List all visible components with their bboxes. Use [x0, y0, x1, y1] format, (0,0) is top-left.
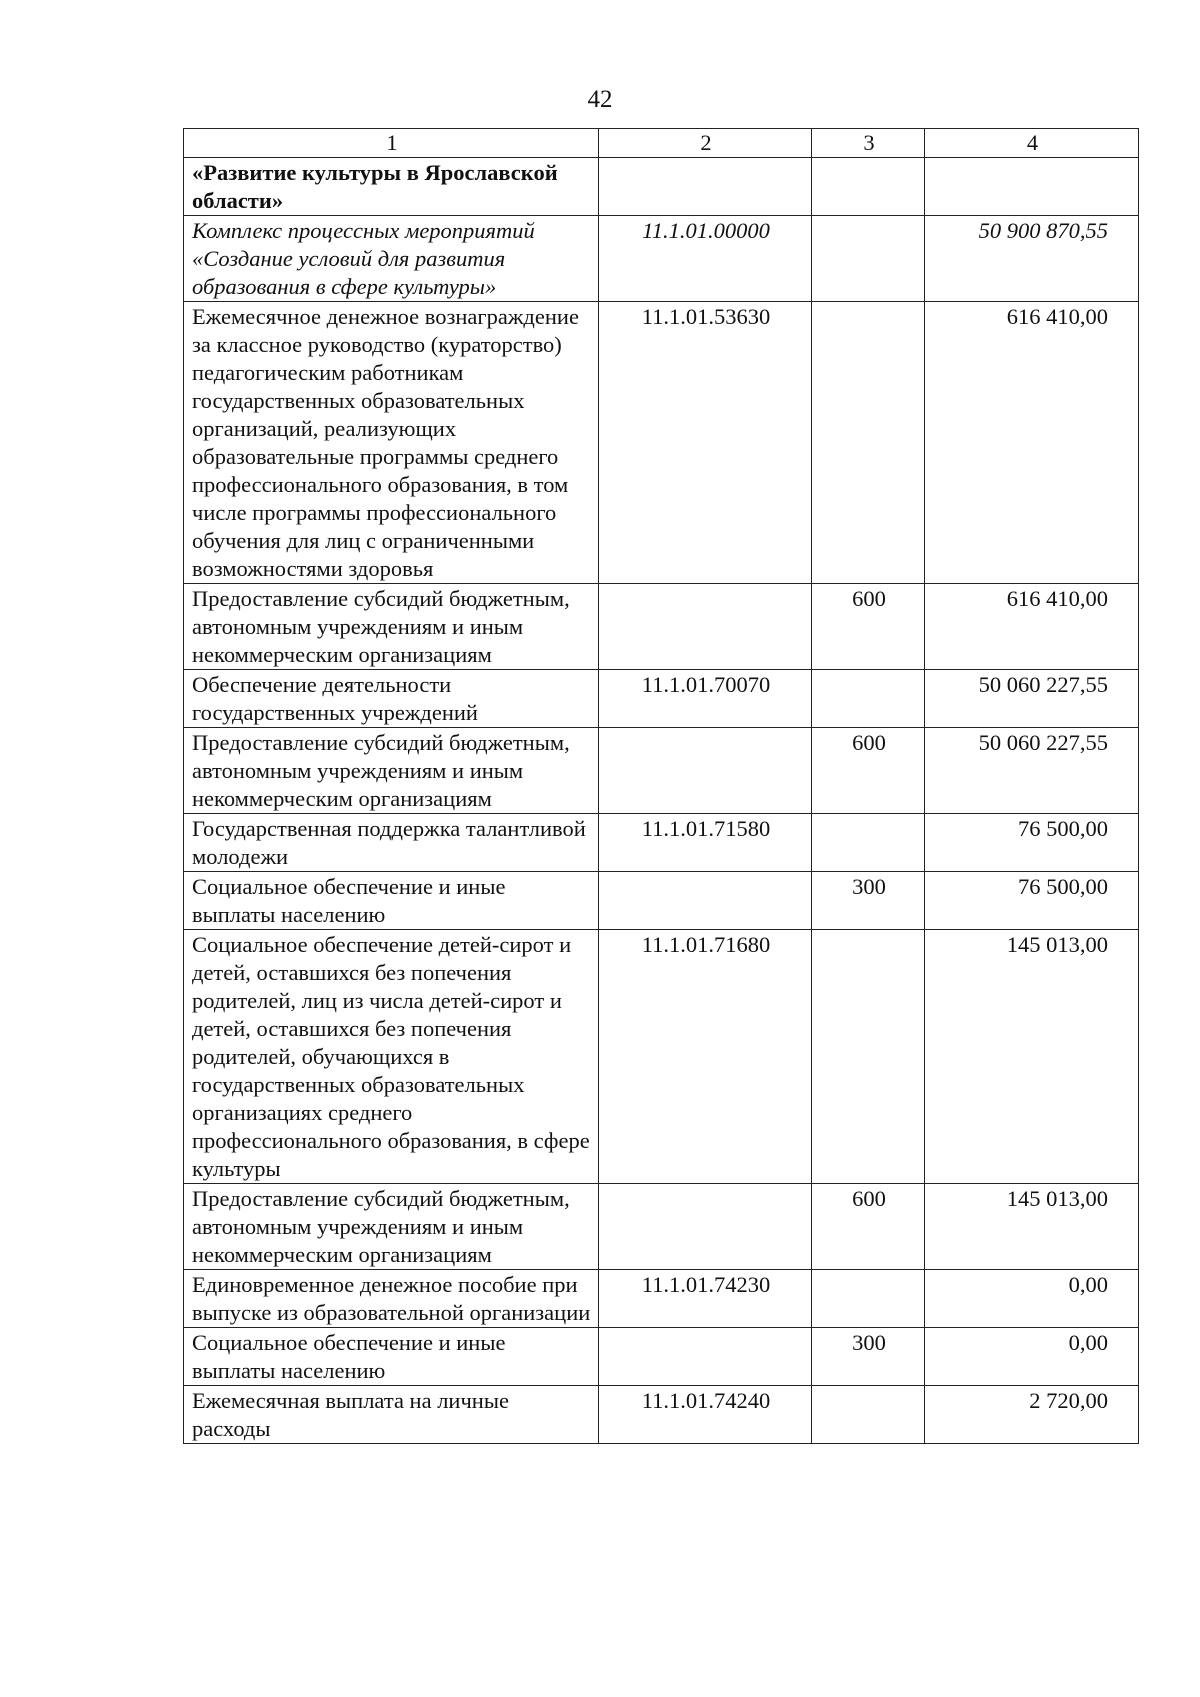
table-row — [184, 158, 1139, 216]
row-name-cell: Социальное обеспечение и иные выплаты населению — [184, 872, 599, 930]
row-code-cell: 11.1.01.00000 — [599, 216, 812, 302]
row-sum-cell: 0,00 — [925, 1328, 1139, 1386]
row-name-cell: «Развитие культуры в Ярославской области» — [184, 158, 599, 216]
row-code-cell: 11.1.01.74240 — [599, 1386, 812, 1444]
row-type-cell — [812, 302, 925, 584]
row-name-cell: Предоставление субсидий бюджетным, автономным учреждениям и иным некоммерческим организациям — [184, 584, 599, 670]
row-sum-cell: 145 013,00 — [925, 930, 1139, 1184]
table-header-row — [184, 129, 1139, 158]
row-code-cell — [599, 584, 812, 670]
row-code-cell: 11.1.01.74230 — [599, 1270, 812, 1328]
row-sum-cell: 2 720,00 — [925, 1386, 1139, 1444]
table-row — [184, 1386, 1139, 1444]
row-sum-cell: 145 013,00 — [925, 1184, 1139, 1270]
row-name-cell: Комплекс процессных мероприятий «Создание условий для развития образования в сфере культуры» — [184, 216, 599, 302]
row-code-cell: 11.1.01.71680 — [599, 930, 812, 1184]
header-col-2: 2 — [599, 129, 812, 158]
header-col-4: 4 — [925, 129, 1139, 158]
budget-table — [183, 128, 1139, 1444]
row-type-cell — [812, 930, 925, 1184]
row-name-cell: Предоставление субсидий бюджетным, автономным учреждениям и иным некоммерческим организациям — [184, 1184, 599, 1270]
table-row — [184, 584, 1139, 670]
row-name-cell: Обеспечение деятельности государственных учреждений — [184, 670, 599, 728]
table-row — [184, 814, 1139, 872]
row-type-cell: 300 — [812, 872, 925, 930]
row-type-cell — [812, 1386, 925, 1444]
row-sum-cell: 76 500,00 — [925, 872, 1139, 930]
page-number: 42 — [587, 86, 613, 113]
table-row — [184, 872, 1139, 930]
row-name-cell: Ежемесячная выплата на личные расходы — [184, 1386, 599, 1444]
row-code-cell: 11.1.01.70070 — [599, 670, 812, 728]
row-sum-cell: 50 060 227,55 — [925, 728, 1139, 814]
row-name-cell: Единовременное денежное пособие при выпуске из образовательной организации — [184, 1270, 599, 1328]
table-row — [184, 728, 1139, 814]
row-sum-cell: 616 410,00 — [925, 584, 1139, 670]
row-sum-cell: 0,00 — [925, 1270, 1139, 1328]
row-code-cell: 11.1.01.53630 — [599, 302, 812, 584]
row-type-cell: 300 — [812, 1328, 925, 1386]
row-name-cell: Предоставление субсидий бюджетным, автономным учреждениям и иным некоммерческим организациям — [184, 728, 599, 814]
table-row — [184, 930, 1139, 1184]
table-row — [184, 216, 1139, 302]
row-sum-cell: 616 410,00 — [925, 302, 1139, 584]
row-type-cell — [812, 1270, 925, 1328]
row-code-cell — [599, 1328, 812, 1386]
row-type-cell — [812, 216, 925, 302]
table-body — [184, 129, 1139, 1444]
header-col-3: 3 — [812, 129, 925, 158]
row-name-cell: Государственная поддержка талантливой молодежи — [184, 814, 599, 872]
row-name-cell: Социальное обеспечение и иные выплаты населению — [184, 1328, 599, 1386]
row-name-cell: Социальное обеспечение детей-сирот и детей, оставшихся без попечения родителей, лиц из числа детей-сирот и детей, оставшихся без попечения родителей, обучающихся в государственных образовательных организациях среднего профессионального образования, в сфере культуры — [184, 930, 599, 1184]
row-code-cell — [599, 1184, 812, 1270]
row-code-cell — [599, 728, 812, 814]
header-col-1: 1 — [184, 129, 599, 158]
row-sum-cell: 76 500,00 — [925, 814, 1139, 872]
row-type-cell: 600 — [812, 584, 925, 670]
row-sum-cell — [925, 158, 1139, 216]
row-type-cell — [812, 670, 925, 728]
table-row — [184, 302, 1139, 584]
table-row — [184, 1328, 1139, 1386]
row-type-cell: 600 — [812, 1184, 925, 1270]
table-row — [184, 1184, 1139, 1270]
table-row — [184, 670, 1139, 728]
row-type-cell: 600 — [812, 728, 925, 814]
row-code-cell — [599, 158, 812, 216]
row-name-cell: Ежемесячное денежное вознаграждение за классное руководство (кураторство) педагогическим работникам государственных образовательных организаций, реализующих образовательные программы среднего профессионального образования, в том числе программы профессионального обучения для лиц с ограниченными возможностями здоровья — [184, 302, 599, 584]
table-row — [184, 1270, 1139, 1328]
row-type-cell — [812, 814, 925, 872]
row-sum-cell: 50 900 870,55 — [925, 216, 1139, 302]
row-sum-cell: 50 060 227,55 — [925, 670, 1139, 728]
row-code-cell — [599, 872, 812, 930]
row-type-cell — [812, 158, 925, 216]
row-code-cell: 11.1.01.71580 — [599, 814, 812, 872]
